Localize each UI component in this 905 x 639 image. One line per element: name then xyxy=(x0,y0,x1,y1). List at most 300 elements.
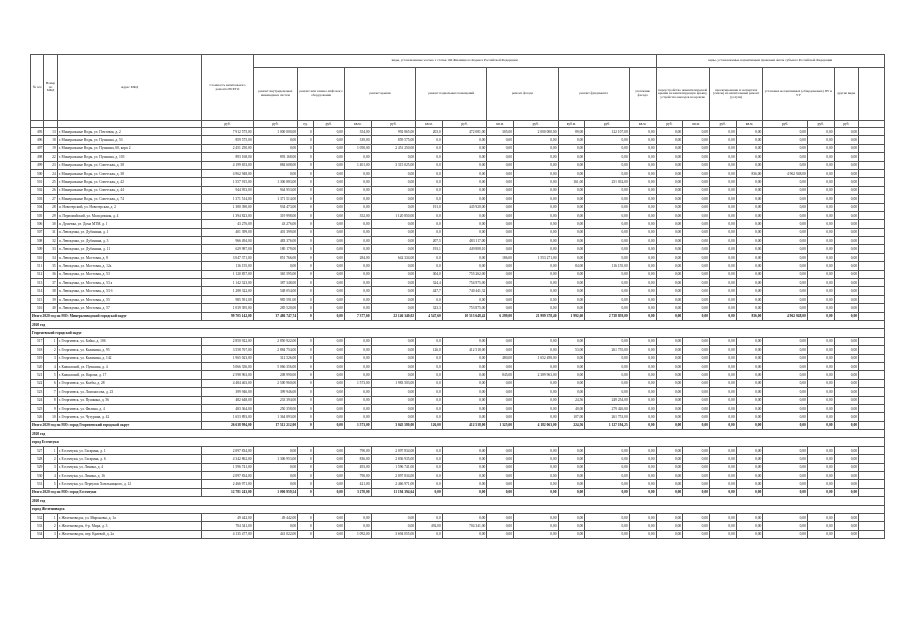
unit-cell: кв.м. xyxy=(344,121,371,128)
col-num-header: № п/п xyxy=(31,55,44,121)
row-index: 30 xyxy=(44,220,57,228)
row-value: 0,00 xyxy=(834,513,858,521)
row-value: 0,00 xyxy=(709,186,736,194)
row-value: 445 920,00 xyxy=(442,203,487,211)
row-value: 0 xyxy=(298,253,314,261)
col-cost-header: Стоимость капитального ремонта ВСЕГО xyxy=(202,55,253,121)
row-value: 0,00 xyxy=(514,362,559,370)
table-row xyxy=(31,195,885,203)
total-value: 0,00 xyxy=(834,312,858,320)
row-value: 0,00 xyxy=(585,161,630,169)
row-value: 0,00 xyxy=(442,446,487,454)
row-value: 447,7 xyxy=(416,287,443,295)
row-value: 0,00 xyxy=(763,513,808,521)
header-group-row xyxy=(31,55,885,68)
row-value: 0,00 xyxy=(683,178,710,186)
row-value: 0,00 xyxy=(683,522,710,530)
row-index: 7 xyxy=(44,388,57,396)
row-value: 859 575,00 xyxy=(202,136,253,144)
row-value: 0,00 xyxy=(313,161,344,169)
row-value: 0,00 xyxy=(709,195,736,203)
row-value: 0,00 xyxy=(656,161,683,169)
row-value: 0,00 xyxy=(709,304,736,312)
row-index: 1 xyxy=(44,446,57,454)
row-value: 985 591,00 xyxy=(253,295,298,303)
row-value: 0,00 xyxy=(514,530,559,538)
row-value: 0 xyxy=(298,245,314,253)
row-value: 0 xyxy=(298,379,314,387)
row-value: 0,00 xyxy=(629,270,656,278)
row-value: 0 xyxy=(298,480,314,488)
row-value: 0,00 xyxy=(807,220,834,228)
table-row xyxy=(31,245,885,253)
row-value: 0,00 xyxy=(371,178,416,186)
col-num2-header: Номер по МКД xyxy=(44,55,57,121)
row-value: 0,00 xyxy=(585,245,630,253)
row-value: 0,00 xyxy=(736,396,763,404)
row-number: 497 xyxy=(31,144,44,152)
row-number: 529 xyxy=(31,463,44,471)
row-value: 0,00 xyxy=(313,128,344,136)
row-value: 0,00 xyxy=(807,463,834,471)
row-value: 0 xyxy=(298,203,314,211)
row-value: 0,00 xyxy=(585,354,630,362)
unit-cell: ед. xyxy=(298,121,314,128)
row-value: 1 394 823,00 xyxy=(202,211,253,219)
col-basement-header: ремонт подвальных помещений xyxy=(416,68,487,121)
row-value: 0,0 xyxy=(416,404,443,412)
row-value: 0,00 xyxy=(736,178,763,186)
row-address: г. Георгиевск, ул. Ломоносова, д. 23 xyxy=(57,388,202,396)
row-value: 0,00 xyxy=(629,530,656,538)
row-value: 0,00 xyxy=(514,270,559,278)
row-value: 0,0 xyxy=(416,379,443,387)
row-value: 0,00 xyxy=(514,186,559,194)
blank-cell xyxy=(859,253,885,261)
row-number: 499 xyxy=(31,161,44,169)
row-number: 501 xyxy=(31,178,44,186)
row-index: 37 xyxy=(44,279,57,287)
row-value: 0,00 xyxy=(558,153,585,161)
row-value: 0,00 xyxy=(656,396,683,404)
blank-cell xyxy=(859,211,885,219)
row-value: 0 xyxy=(298,169,314,177)
total-value: 0,00 xyxy=(834,421,858,429)
blank-cell xyxy=(859,279,885,287)
row-value: 1 039 395,00 xyxy=(202,304,253,312)
row-number: 505 xyxy=(31,211,44,219)
blank-cell xyxy=(859,195,885,203)
row-value: 0,00 xyxy=(253,169,298,177)
row-value: 285 520,00 xyxy=(253,304,298,312)
row-value: 0,00 xyxy=(313,295,344,303)
total-value: 0,00 xyxy=(585,488,630,496)
row-value: 0,00 xyxy=(487,388,514,396)
total-value: 37 486 747,74 xyxy=(253,312,298,320)
row-value: 0,00 xyxy=(344,388,371,396)
row-value: 0,00 xyxy=(656,220,683,228)
row-number: 520 xyxy=(31,362,44,370)
row-value: 0,00 xyxy=(313,455,344,463)
row-number: 510 xyxy=(31,253,44,261)
row-value: 0,00 xyxy=(313,396,344,404)
row-value: 43 276,00 xyxy=(202,220,253,228)
row-value: 0,00 xyxy=(736,530,763,538)
row-value: 0,00 xyxy=(656,203,683,211)
row-value: 0,00 xyxy=(629,346,656,354)
col-foundation-header: ремонт фундамента xyxy=(558,68,629,121)
row-value: 2 466 971,00 xyxy=(371,480,416,488)
row-value: 0,00 xyxy=(683,270,710,278)
row-value: 0,00 xyxy=(709,513,736,521)
row-address: г. Георгиевск, ул. Бойко, д. 106 xyxy=(57,337,202,345)
row-value: 324,4 xyxy=(416,279,443,287)
row-value: 0,00 xyxy=(709,480,736,488)
row-value: 0 xyxy=(298,354,314,362)
row-value: 0,00 xyxy=(371,186,416,194)
row-index: 39 xyxy=(44,295,57,303)
row-value: 0,00 xyxy=(763,472,808,480)
row-value: 0,00 xyxy=(656,388,683,396)
row-value: 0,00 xyxy=(683,220,710,228)
row-value: 0,00 xyxy=(344,295,371,303)
row-value: 0,00 xyxy=(585,480,630,488)
row-value: 0,00 xyxy=(629,262,656,270)
row-value: 472 081,00 xyxy=(442,128,487,136)
row-value: 0,00 xyxy=(736,161,763,169)
row-value: 0,00 xyxy=(709,245,736,253)
total-value: 3 270,00 xyxy=(344,488,371,496)
row-value: 0,00 xyxy=(313,513,344,521)
blank-cell xyxy=(859,362,885,370)
row-value: 0,00 xyxy=(558,211,585,219)
row-address: п. Левокумка, ул. Дубинина, д. 3 xyxy=(57,237,202,245)
row-value: 0 xyxy=(298,237,314,245)
row-value: 0,00 xyxy=(487,203,514,211)
row-value: 0,00 xyxy=(763,295,808,303)
row-value: 2 000 000,00 xyxy=(514,128,559,136)
row-value: 0,00 xyxy=(253,463,298,471)
row-value: 0,00 xyxy=(834,480,858,488)
total-value: 6 299,00 xyxy=(487,312,514,320)
row-value: 0,0 xyxy=(416,513,443,521)
row-value: 0,00 xyxy=(656,270,683,278)
row-value: 0 xyxy=(298,220,314,228)
row-number: 496 xyxy=(31,136,44,144)
total-value: 0,00 xyxy=(834,488,858,496)
row-value: 0,00 xyxy=(558,245,585,253)
table-row xyxy=(31,203,885,211)
row-value: 0,00 xyxy=(629,404,656,412)
row-value: 399 946,00 xyxy=(253,388,298,396)
row-value: 0,00 xyxy=(834,371,858,379)
row-value: 0,00 xyxy=(487,178,514,186)
total-value: 26 638 994,00 xyxy=(202,421,253,429)
row-value: 0,00 xyxy=(736,371,763,379)
row-value: 0,00 xyxy=(371,354,416,362)
row-value: 0 xyxy=(298,279,314,287)
row-value: 304,0 xyxy=(416,270,443,278)
row-value: 0,00 xyxy=(514,463,559,471)
row-value: 0,00 xyxy=(834,472,858,480)
row-value: 0,00 xyxy=(683,396,710,404)
col-flat-roof-header: переустройство невентилируемой крыши на вентилируемую крышу, устройство выходов на кровлю xyxy=(656,68,709,121)
row-value: 421,00 xyxy=(344,480,371,488)
total-value: 0,00 xyxy=(807,488,834,496)
row-value: 0,00 xyxy=(834,211,858,219)
row-value: 0,00 xyxy=(371,169,416,177)
row-value: 0,00 xyxy=(807,379,834,387)
row-value: 0,00 xyxy=(629,153,656,161)
blank-cell xyxy=(859,136,885,144)
capital-repair-table xyxy=(30,54,885,539)
row-value: 0,00 xyxy=(709,371,736,379)
row-value: 0,00 xyxy=(313,144,344,152)
row-value: 755 262,00 xyxy=(442,270,487,278)
row-value: 0,00 xyxy=(585,211,630,219)
row-address: п. Левокумка, ул. Дубинина, д. 1 xyxy=(57,228,202,236)
row-value: 0,00 xyxy=(736,228,763,236)
row-value: 0,00 xyxy=(629,186,656,194)
row-value: 0,00 xyxy=(585,513,630,521)
total-value: 0,00 xyxy=(736,488,763,496)
row-value: 0 xyxy=(298,472,314,480)
row-value: 0,00 xyxy=(709,237,736,245)
total-value: 0,00 xyxy=(313,488,344,496)
row-value: 704 341,00 xyxy=(442,522,487,530)
row-value: 0,00 xyxy=(736,136,763,144)
row-value: 0,00 xyxy=(313,211,344,219)
row-value: 0,00 xyxy=(344,287,371,295)
row-value: 365 595,00 xyxy=(253,270,298,278)
row-address: г. Георгиевск, ул. Калинина, д. 95 xyxy=(57,346,202,354)
row-value: 0,00 xyxy=(514,472,559,480)
table-row xyxy=(31,262,885,270)
row-value: 0,00 xyxy=(736,388,763,396)
row-value: 0,00 xyxy=(629,354,656,362)
row-value: 0,00 xyxy=(371,404,416,412)
row-value: 0,00 xyxy=(709,522,736,530)
row-value: 0,00 xyxy=(656,228,683,236)
total-value: 17 512 212,00 xyxy=(253,421,298,429)
row-value: 0,00 xyxy=(763,178,808,186)
row-value: 0,00 xyxy=(371,522,416,530)
row-value: 704 341,00 xyxy=(202,522,253,530)
total-value: 0,00 xyxy=(514,488,559,496)
row-value: 0,00 xyxy=(514,413,559,421)
row-value: 0,00 xyxy=(736,413,763,421)
row-value: 0,00 xyxy=(656,530,683,538)
total-value: 0,00 xyxy=(629,421,656,429)
row-value: 992 865,00 xyxy=(371,128,416,136)
row-value: 1 092,00 xyxy=(344,530,371,538)
row-value: 0,00 xyxy=(585,195,630,203)
units-blank xyxy=(44,121,57,128)
blank-cell xyxy=(859,522,885,530)
row-number: 507 xyxy=(31,228,44,236)
row-value: 0,00 xyxy=(558,337,585,345)
row-value: 2 389 963,00 xyxy=(514,371,559,379)
row-value: 0,00 xyxy=(487,480,514,488)
row-value: 0,00 xyxy=(313,270,344,278)
blank-cell xyxy=(859,128,885,136)
total-value: 4 182 063,00 xyxy=(514,421,559,429)
row-value: 2 097 834,00 xyxy=(371,446,416,454)
row-number: 528 xyxy=(31,455,44,463)
row-value: 0,00 xyxy=(487,404,514,412)
row-value: 0,00 xyxy=(834,354,858,362)
row-value: 0,00 xyxy=(313,379,344,387)
row-value: 0,00 xyxy=(683,237,710,245)
row-value: 483 376,00 xyxy=(253,237,298,245)
row-value: 0,00 xyxy=(487,220,514,228)
row-value: 0,00 xyxy=(834,413,858,421)
row-value: 0,00 xyxy=(514,379,559,387)
total-value: 1 325,00 xyxy=(487,421,514,429)
row-value: 0,00 xyxy=(736,195,763,203)
row-value: 0,00 xyxy=(344,195,371,203)
section-row xyxy=(31,505,885,513)
row-value: 0,00 xyxy=(683,169,710,177)
row-value: 207,5 xyxy=(416,237,443,245)
total-value: 1 992,60 xyxy=(558,312,585,320)
row-value: 0,00 xyxy=(807,530,834,538)
row-value: 0,00 xyxy=(709,354,736,362)
row-value: 0,00 xyxy=(514,295,559,303)
row-value: 0,00 xyxy=(656,253,683,261)
row-value: 482 648,00 xyxy=(202,396,253,404)
blank-cell xyxy=(859,388,885,396)
row-value: 0,00 xyxy=(558,513,585,521)
row-value: 107,00 xyxy=(558,413,585,421)
row-value: 0,00 xyxy=(736,346,763,354)
row-value: 0,00 xyxy=(344,354,371,362)
row-value: 0,00 xyxy=(709,346,736,354)
row-value: 0,00 xyxy=(558,446,585,454)
row-value: 0,0 xyxy=(416,362,443,370)
row-value: 4 484 463,00 xyxy=(202,379,253,387)
row-value: 0,00 xyxy=(709,287,736,295)
row-value: 0,00 xyxy=(683,530,710,538)
row-value: 0,00 xyxy=(763,362,808,370)
table-row xyxy=(31,362,885,370)
row-address: г. Минеральные Воды, ул. Советская, д. 74 xyxy=(57,195,202,203)
table-row xyxy=(31,513,885,521)
row-value: 0,00 xyxy=(313,136,344,144)
row-value: 0 xyxy=(298,463,314,471)
row-number: 504 xyxy=(31,203,44,211)
row-value: 0,00 xyxy=(487,144,514,152)
row-value: 0,00 xyxy=(514,480,559,488)
row-value: 0,00 xyxy=(656,522,683,530)
row-value: 0,00 xyxy=(807,287,834,295)
row-index: 19 xyxy=(44,144,57,152)
row-value: 0,00 xyxy=(834,362,858,370)
row-index: 3 xyxy=(44,463,57,471)
row-value: 0,00 xyxy=(487,362,514,370)
row-value: 0,00 xyxy=(709,178,736,186)
row-index: 25 xyxy=(44,178,57,186)
row-value: 0,00 xyxy=(834,295,858,303)
row-value: 944 953,00 xyxy=(202,186,253,194)
total-value: 11 194 394,64 xyxy=(371,488,416,496)
row-value: 1 000 000,00 xyxy=(253,128,298,136)
row-value: 0,00 xyxy=(709,128,736,136)
row-value: 0,00 xyxy=(313,279,344,287)
blank-cell xyxy=(859,237,885,245)
row-value: 0,00 xyxy=(629,237,656,245)
row-value: 0,00 xyxy=(763,371,808,379)
row-value: 893 168,00 xyxy=(202,153,253,161)
row-value: 0,00 xyxy=(585,153,630,161)
row-value: 401 399,00 xyxy=(202,228,253,236)
row-value: 0,0 xyxy=(416,480,443,488)
row-value: 0,00 xyxy=(656,169,683,177)
row-value: 0 xyxy=(298,362,314,370)
row-value: 2 598 963,00 xyxy=(202,371,253,379)
row-value: 0,00 xyxy=(656,136,683,144)
row-value: 0,00 xyxy=(371,304,416,312)
row-value: 0,00 xyxy=(736,287,763,295)
row-value: 0,00 xyxy=(371,388,416,396)
row-value: 89,00 xyxy=(558,128,585,136)
row-value: 0,00 xyxy=(585,203,630,211)
row-value: 0,00 xyxy=(629,513,656,521)
total-value: 126,00 xyxy=(416,421,443,429)
row-value: 0,00 xyxy=(763,379,808,387)
blank-cell xyxy=(859,220,885,228)
row-value: 0,00 xyxy=(558,354,585,362)
total-value: 0,00 xyxy=(683,312,710,320)
row-value: 0,00 xyxy=(834,186,858,194)
table-row xyxy=(31,346,885,354)
row-value: 53,00 xyxy=(558,346,585,354)
row-value: 0,00 xyxy=(736,304,763,312)
row-value: 0,00 xyxy=(763,186,808,194)
row-value: 0,00 xyxy=(313,522,344,530)
row-value: 0,00 xyxy=(656,354,683,362)
row-value: 0,00 xyxy=(442,480,487,488)
row-value: 284,00 xyxy=(344,253,371,261)
row-value: 0,00 xyxy=(736,220,763,228)
row-index: 23 xyxy=(44,161,57,169)
row-value: 0,00 xyxy=(834,522,858,530)
row-value: 0,00 xyxy=(344,237,371,245)
row-value: 0,00 xyxy=(736,513,763,521)
row-value: 0 xyxy=(298,186,314,194)
row-value: 0,00 xyxy=(313,362,344,370)
row-value: 0,00 xyxy=(629,136,656,144)
total-value: 0,00 xyxy=(416,488,443,496)
total-row xyxy=(31,312,885,320)
row-value: 191,0 xyxy=(416,203,443,211)
row-value: 0,00 xyxy=(487,530,514,538)
row-value: 0,00 xyxy=(763,279,808,287)
total-value: 0,00 xyxy=(763,421,808,429)
row-value: 0,00 xyxy=(442,136,487,144)
row-value: 0,00 xyxy=(763,354,808,362)
total-value: 1 006 959,54 xyxy=(253,488,298,496)
row-address: г. Железноводск, ул. Мироновы, д. 1а xyxy=(57,513,202,521)
row-value: 4 199 653,00 xyxy=(202,161,253,169)
total-value: 0,00 xyxy=(736,421,763,429)
row-value: 0,00 xyxy=(683,153,710,161)
total-value: 2 738 859,00 xyxy=(585,312,630,320)
section-label: Георгиевский городской округ xyxy=(31,329,885,337)
row-value: 0,00 xyxy=(763,287,808,295)
col-service-header: установка коллективных (общедомовых) ПУ и УУ xyxy=(763,68,834,121)
blank-cell xyxy=(859,396,885,404)
